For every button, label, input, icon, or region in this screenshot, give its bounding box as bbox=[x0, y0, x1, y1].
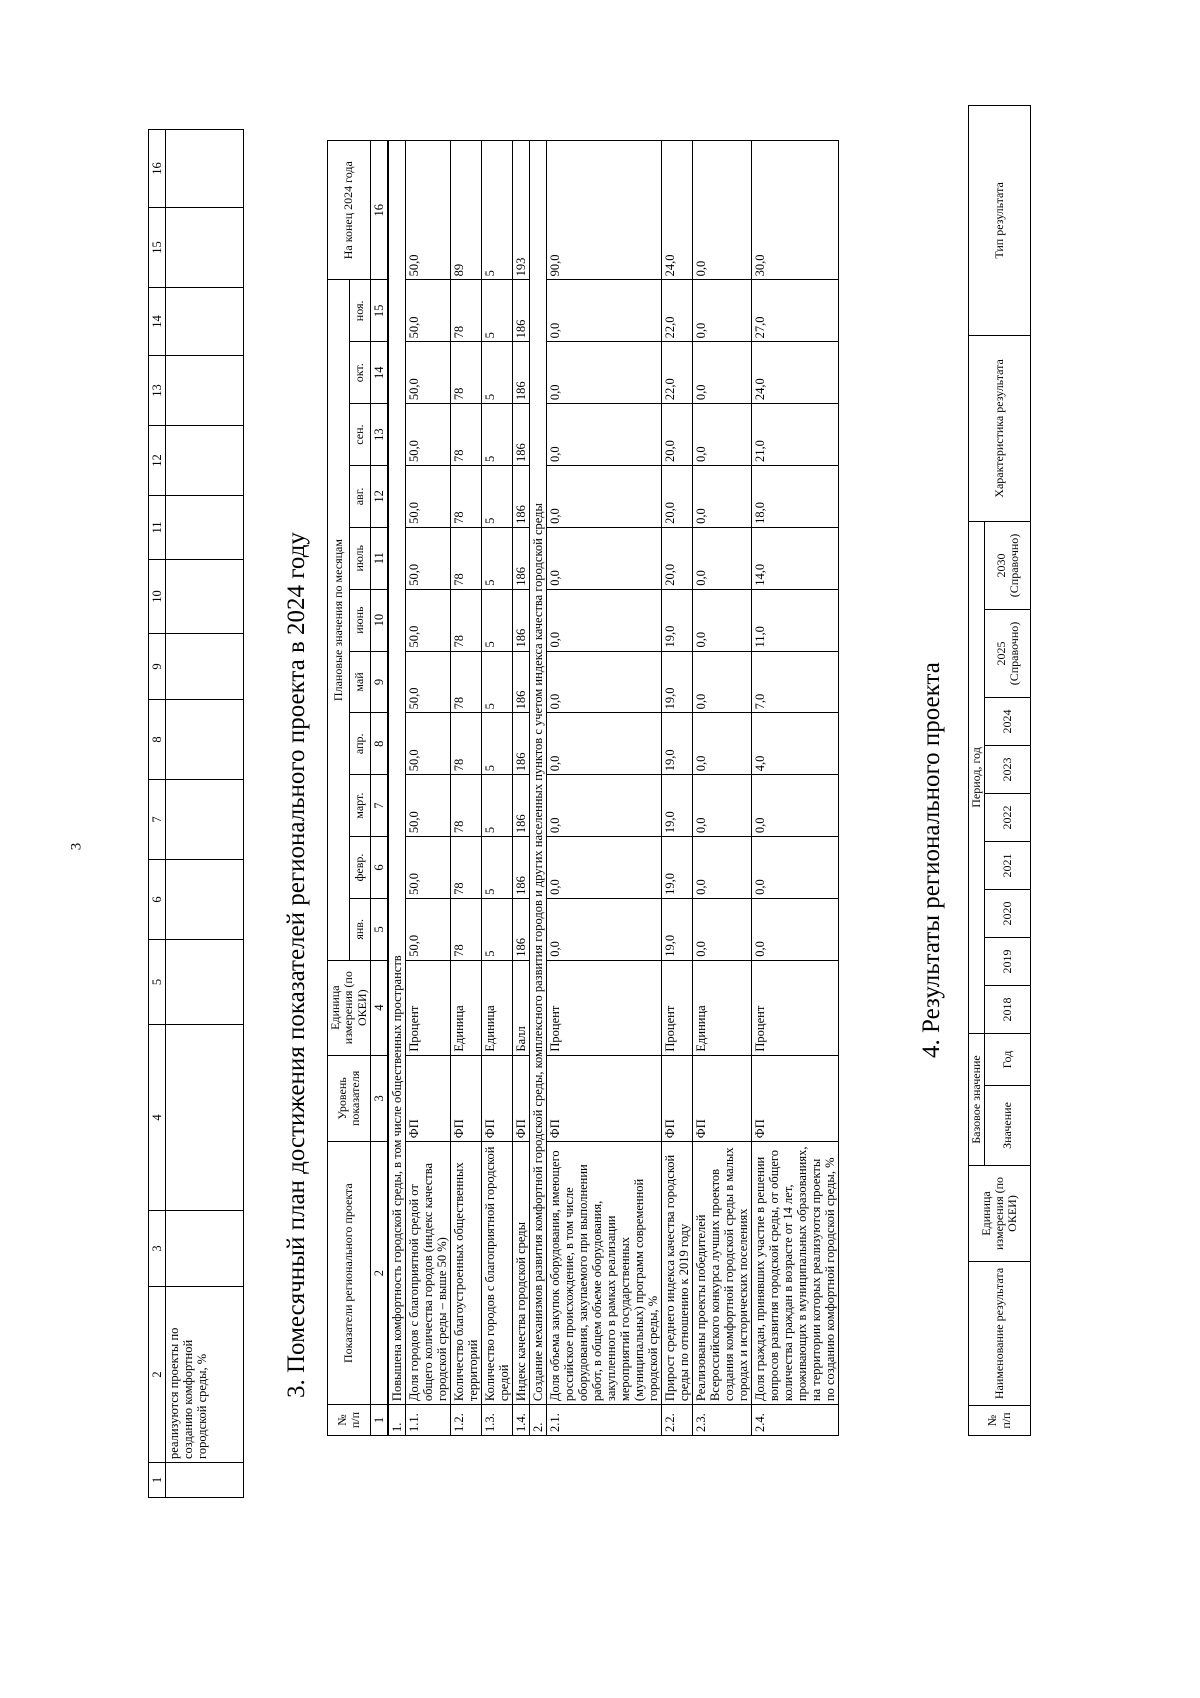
continuation-col-13: 13 bbox=[149, 356, 166, 426]
indicator-name: Прирост среднего индекса качества городской среды по отношению к 2019 году bbox=[662, 1142, 693, 1405]
month-value: 27,0 bbox=[752, 280, 839, 342]
results-header-base-year: Год bbox=[985, 1033, 1031, 1085]
month-value: 78 bbox=[451, 404, 482, 466]
month-value: 78 bbox=[451, 466, 482, 528]
group-num: 2. bbox=[530, 1405, 547, 1436]
month-value: 4,0 bbox=[752, 713, 839, 775]
indicator-level: ФП bbox=[693, 1055, 752, 1142]
month-value: 78 bbox=[451, 651, 482, 713]
continuation-col-9: 9 bbox=[149, 634, 166, 700]
results-year-2030: 2030 (Справочно) bbox=[985, 521, 1031, 609]
results-year-2023: 2023 bbox=[985, 745, 1031, 793]
continuation-col-14: 14 bbox=[149, 288, 166, 356]
month-header: февр. bbox=[349, 837, 371, 899]
continuation-col-7: 7 bbox=[149, 780, 166, 860]
month-value: 7,0 bbox=[752, 651, 839, 713]
month-header: сен. bbox=[349, 404, 371, 466]
indicator-name: Количество благоустроенных общественных территорий bbox=[451, 1142, 482, 1405]
header-end: На конец 2024 года bbox=[328, 141, 371, 280]
month-value: 78 bbox=[451, 280, 482, 342]
continuation-col-12: 12 bbox=[149, 426, 166, 496]
column-number: 14 bbox=[371, 342, 389, 404]
continuation-row-text: реализуются проекты по созданию комфортной городской среды, % bbox=[166, 1287, 244, 1463]
month-value: 5 bbox=[482, 713, 513, 775]
column-number: 4 bbox=[371, 960, 389, 1055]
month-value: 19,0 bbox=[662, 589, 693, 651]
continuation-table bbox=[148, 129, 244, 1498]
month-value: 24,0 bbox=[752, 342, 839, 404]
month-value: 0,0 bbox=[693, 342, 752, 404]
end-value: 50,0 bbox=[406, 141, 451, 280]
header-level: Уровень показателя bbox=[328, 1055, 371, 1142]
table-row bbox=[451, 141, 482, 1436]
month-value: 0,0 bbox=[547, 466, 662, 528]
month-header: июль bbox=[349, 527, 371, 589]
indicator-unit: Процент bbox=[547, 960, 662, 1055]
header-indicator: Показатели регионального проекта bbox=[328, 1142, 371, 1405]
indicator-name: Доля объема закупок оборудования, имеющего российское происхождение, в том числе оборудования, закупаемого при выполнении работ, в общем объеме оборудования, закупленного в рамках реализации мероприятий государственных (муниципальных) программ современной городской среды, % bbox=[547, 1142, 662, 1405]
month-value: 5 bbox=[482, 837, 513, 899]
row-num: 2.4. bbox=[752, 1405, 839, 1436]
month-value: 0,0 bbox=[693, 898, 752, 960]
indicator-name: Реализованы проекты победителей Всероссийского конкурса лучших проектов создания комфортной городской среды в малых городах и исторических поселениях bbox=[693, 1142, 752, 1405]
row-num: 2.1. bbox=[547, 1405, 662, 1436]
indicator-unit: Единица bbox=[451, 960, 482, 1055]
month-value: 50,0 bbox=[406, 527, 451, 589]
month-value: 50,0 bbox=[406, 280, 451, 342]
continuation-row bbox=[166, 130, 244, 1498]
column-number: 3 bbox=[371, 1055, 389, 1142]
month-value: 186 bbox=[513, 775, 530, 837]
month-header: янв. bbox=[349, 898, 371, 960]
continuation-col-4: 4 bbox=[149, 1025, 166, 1211]
month-value: 20,0 bbox=[662, 404, 693, 466]
table-row bbox=[482, 141, 513, 1436]
row-num: 1.4. bbox=[513, 1405, 530, 1436]
table-row bbox=[406, 141, 451, 1436]
month-value: 78 bbox=[451, 713, 482, 775]
month-value: 22,0 bbox=[662, 280, 693, 342]
results-header-type: Тип результата bbox=[969, 105, 1031, 335]
row-num: 2.3. bbox=[693, 1405, 752, 1436]
month-value: 5 bbox=[482, 651, 513, 713]
column-number: 12 bbox=[371, 466, 389, 528]
table-row bbox=[662, 141, 693, 1436]
results-header-characteristic: Характеристика результата bbox=[969, 335, 1031, 521]
results-table bbox=[968, 105, 1031, 1436]
month-value: 186 bbox=[513, 898, 530, 960]
section-3-title: 3. Помесячный план достижения показателей регионального проекта в 2024 году bbox=[283, 532, 310, 1398]
month-value: 50,0 bbox=[406, 898, 451, 960]
indicator-level: ФП bbox=[662, 1055, 693, 1142]
row-num: 1.1. bbox=[406, 1405, 451, 1436]
results-year-2021: 2021 bbox=[985, 841, 1031, 889]
page-number: 3 bbox=[68, 842, 85, 851]
column-number: 6 bbox=[371, 837, 389, 899]
continuation-col-10: 10 bbox=[149, 560, 166, 634]
results-year-2025: 2025 (Справочно) bbox=[985, 609, 1031, 697]
column-number: 11 bbox=[371, 527, 389, 589]
month-value: 0,0 bbox=[693, 713, 752, 775]
month-value: 0,0 bbox=[547, 651, 662, 713]
group-row bbox=[388, 141, 406, 1436]
end-value: 193 bbox=[513, 141, 530, 280]
month-value: 186 bbox=[513, 466, 530, 528]
month-value: 186 bbox=[513, 342, 530, 404]
group-title: Повышена комфортность городской среды, в том числе общественных пространств bbox=[388, 141, 406, 1405]
results-year-2018: 2018 bbox=[985, 985, 1031, 1033]
continuation-col-3: 3 bbox=[149, 1211, 166, 1287]
month-value: 0,0 bbox=[693, 466, 752, 528]
month-value: 78 bbox=[451, 342, 482, 404]
month-value: 186 bbox=[513, 527, 530, 589]
month-value: 14,0 bbox=[752, 527, 839, 589]
column-number: 16 bbox=[371, 141, 389, 280]
month-value: 186 bbox=[513, 280, 530, 342]
table-row bbox=[752, 141, 839, 1436]
month-value: 78 bbox=[451, 527, 482, 589]
month-value: 0,0 bbox=[693, 527, 752, 589]
month-value: 78 bbox=[451, 589, 482, 651]
month-value: 11,0 bbox=[752, 589, 839, 651]
group-title: Создание механизмов развития комфортной городской среды, комплексного развития городов и других населенных пунктов с учетом индекса качества городской среды bbox=[530, 141, 547, 1405]
month-value: 19,0 bbox=[662, 713, 693, 775]
table-row bbox=[513, 141, 530, 1436]
month-value: 5 bbox=[482, 589, 513, 651]
end-value: 24,0 bbox=[662, 141, 693, 280]
month-value: 186 bbox=[513, 713, 530, 775]
column-number: 7 bbox=[371, 775, 389, 837]
end-value: 0,0 bbox=[693, 141, 752, 280]
month-value: 0,0 bbox=[693, 837, 752, 899]
header-num: № п/п bbox=[328, 1405, 371, 1436]
column-number: 13 bbox=[371, 404, 389, 466]
month-header: март. bbox=[349, 775, 371, 837]
end-value: 89 bbox=[451, 141, 482, 280]
table-row bbox=[547, 141, 662, 1436]
results-year-2020: 2020 bbox=[985, 889, 1031, 937]
month-value: 0,0 bbox=[547, 404, 662, 466]
indicator-unit: Процент bbox=[662, 960, 693, 1055]
month-value: 5 bbox=[482, 280, 513, 342]
column-number: 9 bbox=[371, 651, 389, 713]
row-num: 1.2. bbox=[451, 1405, 482, 1436]
month-value: 0,0 bbox=[547, 280, 662, 342]
indicator-level: ФП bbox=[752, 1055, 839, 1142]
plan-table-block bbox=[327, 140, 839, 1436]
results-header-period: Период, год bbox=[969, 521, 985, 1033]
month-value: 0,0 bbox=[752, 898, 839, 960]
continuation-col-15: 15 bbox=[149, 208, 166, 288]
month-value: 0,0 bbox=[547, 713, 662, 775]
monthly-plan-table bbox=[327, 140, 839, 1436]
continuation-col-16: 16 bbox=[149, 130, 166, 208]
header-unit: Единица измерения (по ОКЕИ) bbox=[328, 960, 371, 1055]
results-year-2019: 2019 bbox=[985, 937, 1031, 985]
month-value: 0,0 bbox=[547, 589, 662, 651]
month-value: 5 bbox=[482, 775, 513, 837]
column-number: 8 bbox=[371, 713, 389, 775]
results-header-row-1 bbox=[969, 105, 985, 1435]
continuation-col-8: 8 bbox=[149, 700, 166, 780]
month-value: 5 bbox=[482, 404, 513, 466]
month-value: 50,0 bbox=[406, 466, 451, 528]
month-value: 19,0 bbox=[662, 837, 693, 899]
continuation-col-1: 1 bbox=[149, 1463, 166, 1498]
end-value: 30,0 bbox=[752, 141, 839, 280]
month-value: 22,0 bbox=[662, 342, 693, 404]
month-value: 5 bbox=[482, 342, 513, 404]
month-value: 0,0 bbox=[693, 280, 752, 342]
indicator-level: ФП bbox=[547, 1055, 662, 1142]
month-value: 20,0 bbox=[662, 466, 693, 528]
column-number: 2 bbox=[371, 1142, 389, 1405]
month-value: 0,0 bbox=[547, 898, 662, 960]
month-value: 18,0 bbox=[752, 466, 839, 528]
month-value: 0,0 bbox=[693, 775, 752, 837]
month-value: 0,0 bbox=[547, 837, 662, 899]
plan-header-row-1 bbox=[328, 141, 350, 1436]
results-header-base: Базовое значение bbox=[969, 1033, 985, 1165]
month-value: 50,0 bbox=[406, 589, 451, 651]
month-value: 5 bbox=[482, 466, 513, 528]
month-value: 0,0 bbox=[547, 775, 662, 837]
month-header: апр. bbox=[349, 713, 371, 775]
month-value: 78 bbox=[451, 775, 482, 837]
end-value: 90,0 bbox=[547, 141, 662, 280]
indicator-level: ФП bbox=[482, 1055, 513, 1142]
month-header: авг. bbox=[349, 466, 371, 528]
month-value: 0,0 bbox=[547, 342, 662, 404]
indicator-unit: Единица bbox=[482, 960, 513, 1055]
month-value: 50,0 bbox=[406, 775, 451, 837]
continuation-col-6: 6 bbox=[149, 860, 166, 940]
month-value: 0,0 bbox=[693, 651, 752, 713]
results-table-block bbox=[968, 105, 1031, 1436]
indicator-unit: Процент bbox=[752, 960, 839, 1055]
column-number: 5 bbox=[371, 898, 389, 960]
month-value: 50,0 bbox=[406, 651, 451, 713]
group-row bbox=[530, 141, 547, 1436]
column-number: 1 bbox=[371, 1405, 389, 1436]
month-value: 5 bbox=[482, 898, 513, 960]
column-number: 10 bbox=[371, 589, 389, 651]
row-num: 2.2. bbox=[662, 1405, 693, 1436]
month-value: 5 bbox=[482, 527, 513, 589]
month-value: 50,0 bbox=[406, 837, 451, 899]
indicator-name: Доля граждан, принявших участие в решении вопросов развития городской среды, от общего количества граждан в возрасте от 14 лет, проживающих в муниципальных образованиях, на территории которых реализуются проекты по созданию комфортной городской среды, % bbox=[752, 1142, 839, 1405]
month-value: 50,0 bbox=[406, 342, 451, 404]
results-year-2024: 2024 bbox=[985, 697, 1031, 745]
month-value: 0,0 bbox=[693, 404, 752, 466]
continuation-col-2: 2 bbox=[149, 1287, 166, 1463]
indicator-level: ФП bbox=[451, 1055, 482, 1142]
indicator-unit: Процент bbox=[406, 960, 451, 1055]
continuation-table-block bbox=[148, 129, 244, 1498]
indicator-level: ФП bbox=[406, 1055, 451, 1142]
indicator-level: ФП bbox=[513, 1055, 530, 1142]
month-value: 0,0 bbox=[547, 527, 662, 589]
month-value: 19,0 bbox=[662, 898, 693, 960]
month-header: июнь bbox=[349, 589, 371, 651]
month-value: 186 bbox=[513, 589, 530, 651]
indicator-name: Индекс качества городской среды bbox=[513, 1142, 530, 1405]
results-header-num: № п/п bbox=[969, 1406, 1031, 1436]
month-value: 0,0 bbox=[752, 837, 839, 899]
month-value: 78 bbox=[451, 898, 482, 960]
month-header: май bbox=[349, 651, 371, 713]
table-row bbox=[693, 141, 752, 1436]
group-num: 1. bbox=[388, 1405, 406, 1436]
column-number: 15 bbox=[371, 280, 389, 342]
month-value: 19,0 bbox=[662, 775, 693, 837]
month-value: 19,0 bbox=[662, 651, 693, 713]
month-value: 186 bbox=[513, 404, 530, 466]
continuation-col-11: 11 bbox=[149, 496, 166, 560]
month-value: 0,0 bbox=[693, 589, 752, 651]
row-num: 1.3. bbox=[482, 1405, 513, 1436]
month-header: окт. bbox=[349, 342, 371, 404]
results-year-2022: 2022 bbox=[985, 793, 1031, 841]
plan-column-numbers bbox=[371, 141, 389, 1436]
indicator-unit: Единица bbox=[693, 960, 752, 1055]
indicator-name: Доля городов с благоприятной средой от общего количества городов (индекс качества городской среды – выше 50 %) bbox=[406, 1142, 451, 1405]
section-4-title: 4. Результаты регионального проекта bbox=[918, 662, 945, 1058]
continuation-col-5: 5 bbox=[149, 940, 166, 1025]
header-plan: Плановые значения по месяцам bbox=[328, 280, 350, 960]
indicator-name: Количество городов с благоприятной городской средой bbox=[482, 1142, 513, 1405]
end-value: 5 bbox=[482, 141, 513, 280]
indicator-unit: Балл bbox=[513, 960, 530, 1055]
results-header-name: Наименование результата bbox=[969, 1262, 1031, 1406]
month-value: 50,0 bbox=[406, 404, 451, 466]
month-value: 186 bbox=[513, 837, 530, 899]
results-header-unit: Единица измерения (по ОКЕИ) bbox=[969, 1166, 1031, 1262]
month-value: 20,0 bbox=[662, 527, 693, 589]
month-header: ноя. bbox=[349, 280, 371, 342]
month-value: 50,0 bbox=[406, 713, 451, 775]
month-value: 0,0 bbox=[752, 775, 839, 837]
continuation-header-row bbox=[149, 130, 166, 1498]
month-value: 78 bbox=[451, 837, 482, 899]
month-value: 21,0 bbox=[752, 404, 839, 466]
results-header-base-value: Значение bbox=[985, 1086, 1031, 1166]
month-value: 186 bbox=[513, 651, 530, 713]
